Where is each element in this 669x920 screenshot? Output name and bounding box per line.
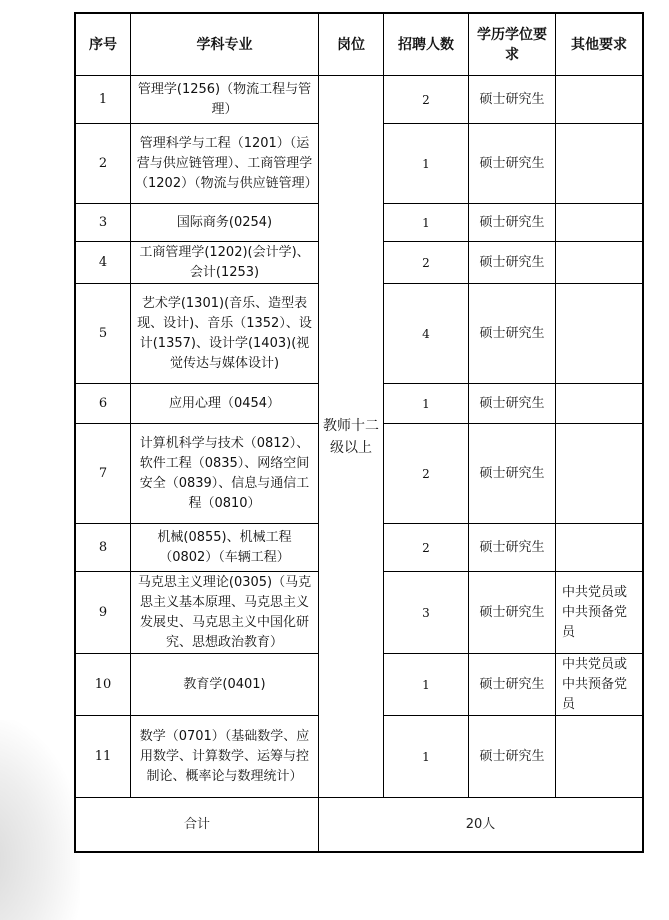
row-degree: 硕士研究生 [469, 76, 556, 124]
row-subject: 国际商务(0254) [131, 204, 319, 242]
background-shadow [0, 720, 80, 920]
row-seq: 6 [76, 384, 131, 424]
row-subject: 马克思主义理论(0305)（马克思主义基本原理、马克思主义发展史、马克思主义中国化研究、思想政治教育） [131, 572, 319, 654]
row-other [556, 384, 643, 424]
row-other: 中共党员或中共预备党员 [556, 654, 643, 716]
row-count: 2 [384, 424, 469, 524]
recruitment-table-frame [74, 12, 644, 853]
header-seq: 序号 [76, 14, 131, 76]
row-degree: 硕士研究生 [469, 716, 556, 798]
row-subject: 管理学(1256)（物流工程与管理） [131, 76, 319, 124]
row-seq: 1 [76, 76, 131, 124]
row-other [556, 124, 643, 204]
position-cell: 教师十二级以上 [319, 76, 384, 798]
row-degree: 硕士研究生 [469, 384, 556, 424]
row-seq: 11 [76, 716, 131, 798]
row-degree: 硕士研究生 [469, 524, 556, 572]
row-count: 2 [384, 524, 469, 572]
header-position: 岗位 [319, 14, 384, 76]
table-row [76, 76, 643, 124]
row-degree: 硕士研究生 [469, 424, 556, 524]
row-other [556, 716, 643, 798]
row-count: 1 [384, 716, 469, 798]
row-count: 1 [384, 124, 469, 204]
header-count: 招聘人数 [384, 14, 469, 76]
row-subject: 管理科学与工程（1201）（运营与供应链管理）、工商管理学（1202）（物流与供应链管理） [131, 124, 319, 204]
row-seq: 2 [76, 124, 131, 204]
row-subject: 艺术学(1301)(音乐、造型表现、设计)、音乐（1352）、设计(1357)、设计学(1403)(视觉传达与媒体设计) [131, 284, 319, 384]
row-other [556, 424, 643, 524]
row-other: 中共党员或中共预备党员 [556, 572, 643, 654]
row-subject: 机械(0855)、机械工程（0802）（车辆工程） [131, 524, 319, 572]
header-degree: 学历学位要求 [469, 14, 556, 76]
row-seq: 9 [76, 572, 131, 654]
row-subject: 应用心理（0454） [131, 384, 319, 424]
row-other [556, 204, 643, 242]
row-count: 1 [384, 654, 469, 716]
row-degree: 硕士研究生 [469, 654, 556, 716]
header-other: 其他要求 [556, 14, 643, 76]
row-subject: 教育学(0401) [131, 654, 319, 716]
row-other [556, 284, 643, 384]
row-degree: 硕士研究生 [469, 124, 556, 204]
row-degree: 硕士研究生 [469, 284, 556, 384]
row-count: 2 [384, 242, 469, 284]
row-count: 2 [384, 76, 469, 124]
row-seq: 5 [76, 284, 131, 384]
row-subject: 工商管理学(1202)(会计学)、会计(1253) [131, 242, 319, 284]
row-seq: 10 [76, 654, 131, 716]
row-seq: 3 [76, 204, 131, 242]
header-row [76, 14, 643, 76]
row-seq: 7 [76, 424, 131, 524]
row-count: 1 [384, 384, 469, 424]
total-row [76, 798, 643, 852]
total-label: 合计 [76, 798, 319, 852]
row-degree: 硕士研究生 [469, 572, 556, 654]
recruitment-table [75, 13, 643, 852]
row-other [556, 242, 643, 284]
total-value: 20人 [319, 798, 643, 852]
row-degree: 硕士研究生 [469, 204, 556, 242]
row-count: 3 [384, 572, 469, 654]
header-subject: 学科专业 [131, 14, 319, 76]
row-subject: 计算机科学与技术（0812）、软件工程（0835）、网络空间安全（0839）、信息与通信工程（0810） [131, 424, 319, 524]
row-count: 1 [384, 204, 469, 242]
row-other [556, 76, 643, 124]
row-seq: 4 [76, 242, 131, 284]
row-other [556, 524, 643, 572]
row-degree: 硕士研究生 [469, 242, 556, 284]
row-subject: 数学（0701）（基础数学、应用数学、计算数学、运筹与控制论、概率论与数理统计） [131, 716, 319, 798]
row-seq: 8 [76, 524, 131, 572]
row-count: 4 [384, 284, 469, 384]
